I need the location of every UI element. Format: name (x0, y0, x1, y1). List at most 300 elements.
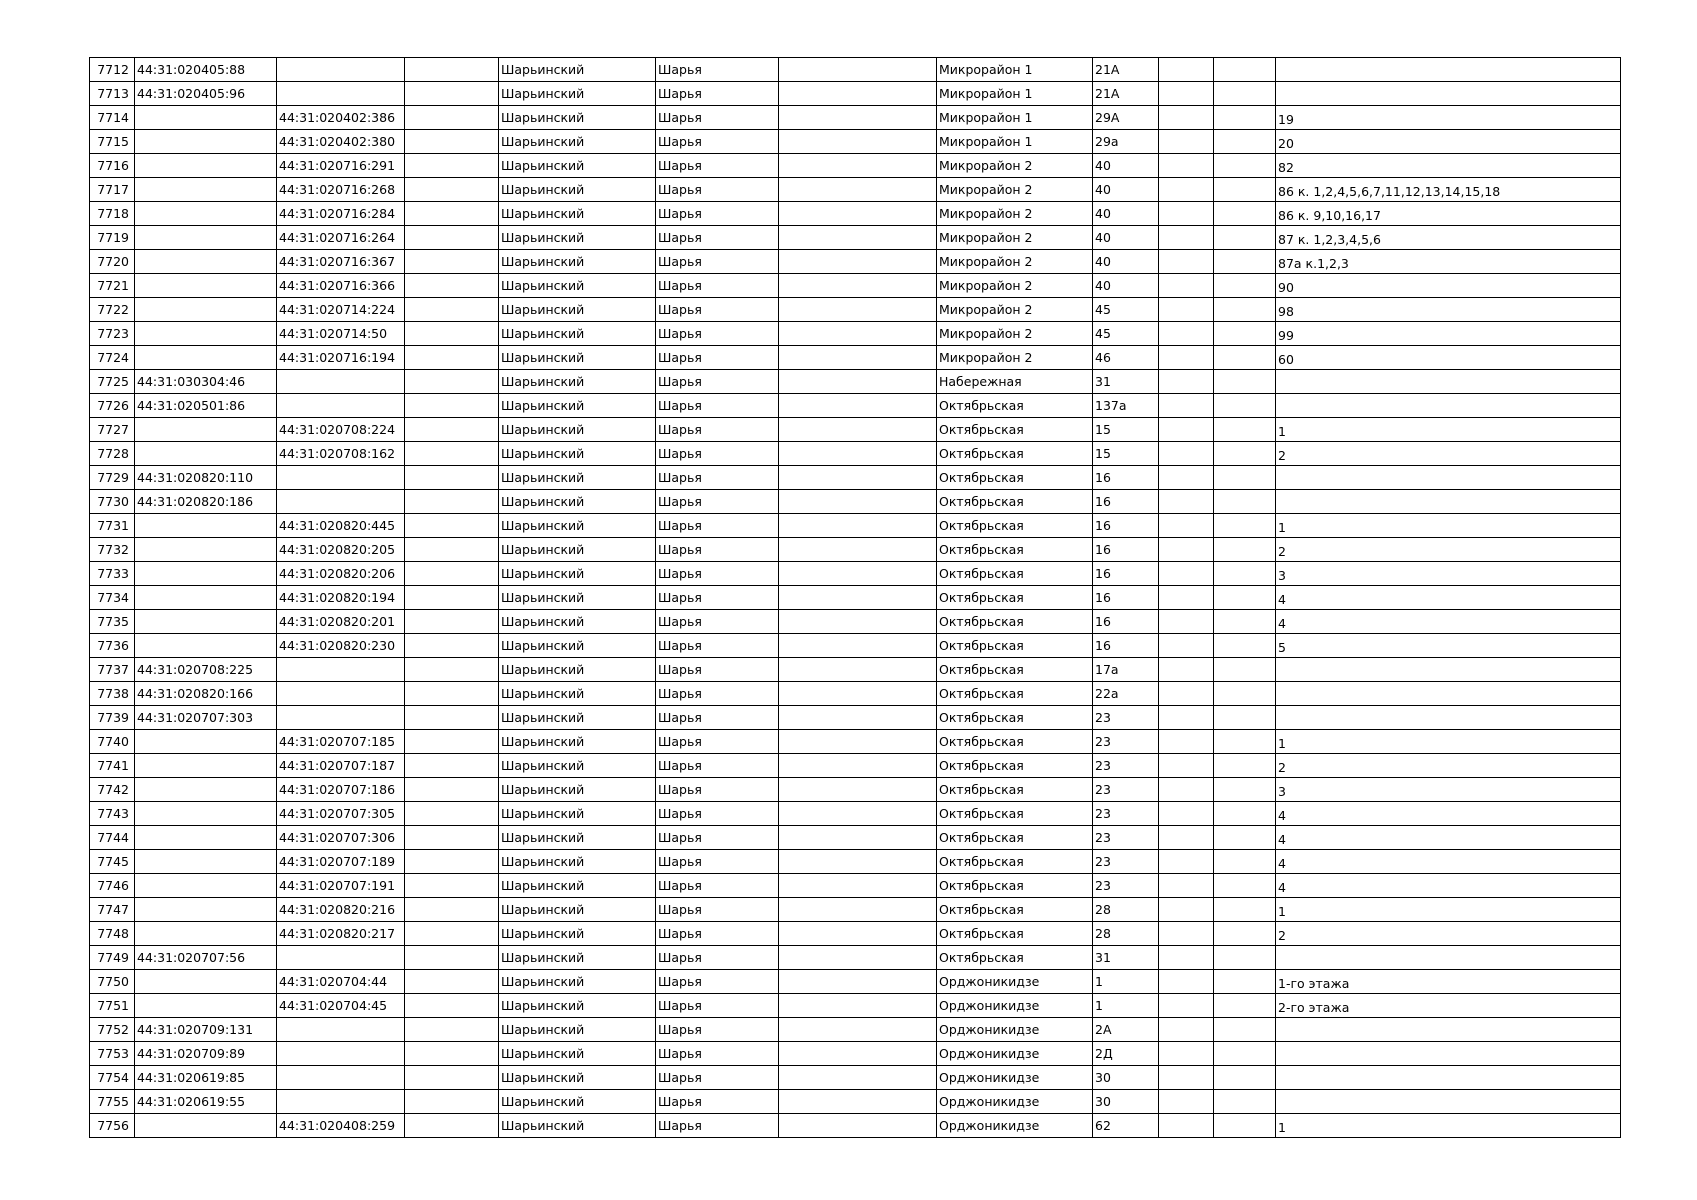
building-cadastral-cell (135, 418, 277, 442)
flat-cell: 1 (1276, 418, 1621, 442)
table-row (90, 562, 1621, 586)
house-cell: 40 (1093, 202, 1159, 226)
empty-cell (779, 706, 937, 730)
empty-cell (1159, 586, 1214, 610)
empty-cell (1214, 418, 1276, 442)
row-number-cell: 7747 (90, 898, 135, 922)
building-cadastral-cell (135, 274, 277, 298)
flat-cell (1276, 682, 1621, 706)
flat-cell: 4 (1276, 826, 1621, 850)
flat-cell (1276, 490, 1621, 514)
city-cell: Шарья (656, 1090, 779, 1114)
premise-cadastral-cell: 44:31:020707:305 (277, 802, 405, 826)
city-cell: Шарья (656, 706, 779, 730)
empty-cell (1214, 922, 1276, 946)
empty-cell (405, 1018, 499, 1042)
empty-cell (779, 442, 937, 466)
empty-cell (1159, 562, 1214, 586)
table-row (90, 274, 1621, 298)
city-cell: Шарья (656, 490, 779, 514)
street-cell: Октябрьская (937, 730, 1093, 754)
empty-cell (1214, 826, 1276, 850)
city-cell: Шарья (656, 874, 779, 898)
table-row (90, 658, 1621, 682)
city-cell: Шарья (656, 562, 779, 586)
flat-cell: 2-го этажа (1276, 994, 1621, 1018)
table-row (90, 58, 1621, 82)
street-cell: Орджоникидзе (937, 1042, 1093, 1066)
street-cell: Орджоникидзе (937, 970, 1093, 994)
street-cell: Орджоникидзе (937, 1090, 1093, 1114)
empty-cell (405, 610, 499, 634)
district-cell: Шарьинский (499, 1114, 656, 1138)
empty-cell (405, 514, 499, 538)
flat-cell: 4 (1276, 802, 1621, 826)
empty-cell (779, 970, 937, 994)
street-cell: Октябрьская (937, 682, 1093, 706)
empty-cell (1159, 130, 1214, 154)
house-cell: 62 (1093, 1114, 1159, 1138)
city-cell: Шарья (656, 178, 779, 202)
flat-cell (1276, 658, 1621, 682)
row-number-cell: 7754 (90, 1066, 135, 1090)
empty-cell (1159, 58, 1214, 82)
flat-cell: 1 (1276, 898, 1621, 922)
house-cell: 31 (1093, 946, 1159, 970)
house-cell: 30 (1093, 1090, 1159, 1114)
empty-cell (1159, 922, 1214, 946)
city-cell: Шарья (656, 298, 779, 322)
empty-cell (1214, 1090, 1276, 1114)
street-cell: Микрорайон 2 (937, 178, 1093, 202)
empty-cell (405, 58, 499, 82)
empty-cell (779, 1018, 937, 1042)
table-row (90, 178, 1621, 202)
building-cadastral-cell (135, 802, 277, 826)
flat-cell: 98 (1276, 298, 1621, 322)
table-row (90, 466, 1621, 490)
empty-cell (1159, 466, 1214, 490)
city-cell: Шарья (656, 106, 779, 130)
district-cell: Шарьинский (499, 1090, 656, 1114)
empty-cell (1159, 490, 1214, 514)
house-cell: 23 (1093, 874, 1159, 898)
table-row (90, 922, 1621, 946)
empty-cell (1214, 994, 1276, 1018)
district-cell: Шарьинский (499, 826, 656, 850)
street-cell: Октябрьская (937, 946, 1093, 970)
table-row (90, 250, 1621, 274)
empty-cell (405, 754, 499, 778)
empty-cell (1159, 346, 1214, 370)
empty-cell (779, 586, 937, 610)
row-number-cell: 7741 (90, 754, 135, 778)
empty-cell (405, 994, 499, 1018)
empty-cell (1159, 802, 1214, 826)
empty-cell (1214, 442, 1276, 466)
city-cell: Шарья (656, 850, 779, 874)
premise-cadastral-cell (277, 82, 405, 106)
empty-cell (1214, 322, 1276, 346)
premise-cadastral-cell: 44:31:020820:217 (277, 922, 405, 946)
empty-cell (1159, 202, 1214, 226)
empty-cell (779, 826, 937, 850)
street-cell: Октябрьская (937, 898, 1093, 922)
flat-cell: 4 (1276, 586, 1621, 610)
flat-cell: 4 (1276, 850, 1621, 874)
empty-cell (779, 850, 937, 874)
house-cell: 23 (1093, 826, 1159, 850)
table-row (90, 1114, 1621, 1138)
street-cell: Октябрьская (937, 634, 1093, 658)
house-cell: 2А (1093, 1018, 1159, 1042)
city-cell: Шарья (656, 826, 779, 850)
district-cell: Шарьинский (499, 658, 656, 682)
empty-cell (1214, 346, 1276, 370)
flat-cell (1276, 82, 1621, 106)
district-cell: Шарьинский (499, 154, 656, 178)
empty-cell (1214, 634, 1276, 658)
house-cell: 2Д (1093, 1042, 1159, 1066)
building-cadastral-cell (135, 874, 277, 898)
empty-cell (1159, 658, 1214, 682)
empty-cell (405, 1090, 499, 1114)
house-cell: 45 (1093, 322, 1159, 346)
table-body (90, 58, 1621, 1138)
city-cell: Шарья (656, 778, 779, 802)
flat-cell: 1 (1276, 1114, 1621, 1138)
empty-cell (1214, 514, 1276, 538)
empty-cell (779, 634, 937, 658)
empty-cell (405, 898, 499, 922)
house-cell: 40 (1093, 178, 1159, 202)
building-cadastral-cell (135, 970, 277, 994)
street-cell: Набережная (937, 370, 1093, 394)
building-cadastral-cell: 44:31:020619:85 (135, 1066, 277, 1090)
district-cell: Шарьинский (499, 874, 656, 898)
empty-cell (1159, 322, 1214, 346)
city-cell: Шарья (656, 682, 779, 706)
city-cell: Шарья (656, 802, 779, 826)
row-number-cell: 7713 (90, 82, 135, 106)
house-cell: 137а (1093, 394, 1159, 418)
table-row (90, 706, 1621, 730)
table-row (90, 298, 1621, 322)
premise-cadastral-cell: 44:31:020402:386 (277, 106, 405, 130)
row-number-cell: 7744 (90, 826, 135, 850)
empty-cell (779, 514, 937, 538)
empty-cell (405, 946, 499, 970)
street-cell: Микрорайон 2 (937, 346, 1093, 370)
district-cell: Шарьинский (499, 946, 656, 970)
empty-cell (405, 178, 499, 202)
row-number-cell: 7751 (90, 994, 135, 1018)
row-number-cell: 7726 (90, 394, 135, 418)
empty-cell (779, 130, 937, 154)
building-cadastral-cell (135, 178, 277, 202)
building-cadastral-cell (135, 730, 277, 754)
premise-cadastral-cell (277, 1042, 405, 1066)
flat-cell (1276, 394, 1621, 418)
city-cell: Шарья (656, 970, 779, 994)
row-number-cell: 7727 (90, 418, 135, 442)
premise-cadastral-cell: 44:31:020708:224 (277, 418, 405, 442)
empty-cell (779, 922, 937, 946)
flat-cell: 2 (1276, 922, 1621, 946)
empty-cell (1214, 298, 1276, 322)
table-row (90, 994, 1621, 1018)
street-cell: Октябрьская (937, 538, 1093, 562)
empty-cell (405, 322, 499, 346)
building-cadastral-cell (135, 610, 277, 634)
empty-cell (1214, 874, 1276, 898)
district-cell: Шарьинский (499, 250, 656, 274)
premise-cadastral-cell: 44:31:020716:367 (277, 250, 405, 274)
city-cell: Шарья (656, 514, 779, 538)
district-cell: Шарьинский (499, 778, 656, 802)
empty-cell (405, 778, 499, 802)
premise-cadastral-cell: 44:31:020707:306 (277, 826, 405, 850)
premise-cadastral-cell: 44:31:020707:187 (277, 754, 405, 778)
district-cell: Шарьинский (499, 466, 656, 490)
city-cell: Шарья (656, 322, 779, 346)
empty-cell (405, 394, 499, 418)
table-row (90, 802, 1621, 826)
empty-cell (1214, 106, 1276, 130)
empty-cell (1159, 826, 1214, 850)
premise-cadastral-cell (277, 658, 405, 682)
premise-cadastral-cell: 44:31:020820:206 (277, 562, 405, 586)
premise-cadastral-cell (277, 946, 405, 970)
building-cadastral-cell: 44:31:020619:55 (135, 1090, 277, 1114)
empty-cell (1214, 538, 1276, 562)
empty-cell (1159, 298, 1214, 322)
building-cadastral-cell (135, 922, 277, 946)
building-cadastral-cell (135, 154, 277, 178)
building-cadastral-cell (135, 994, 277, 1018)
table-row (90, 850, 1621, 874)
empty-cell (405, 1066, 499, 1090)
empty-cell (1214, 946, 1276, 970)
empty-cell (1214, 586, 1276, 610)
empty-cell (1159, 898, 1214, 922)
house-cell: 23 (1093, 706, 1159, 730)
empty-cell (405, 466, 499, 490)
empty-cell (1159, 1114, 1214, 1138)
empty-cell (1214, 754, 1276, 778)
row-number-cell: 7731 (90, 514, 135, 538)
row-number-cell: 7750 (90, 970, 135, 994)
row-number-cell: 7748 (90, 922, 135, 946)
district-cell: Шарьинский (499, 346, 656, 370)
flat-cell: 20 (1276, 130, 1621, 154)
street-cell: Октябрьская (937, 442, 1093, 466)
flat-cell: 86 к. 9,10,16,17 (1276, 202, 1621, 226)
row-number-cell: 7722 (90, 298, 135, 322)
empty-cell (405, 682, 499, 706)
house-cell: 16 (1093, 466, 1159, 490)
empty-cell (1214, 274, 1276, 298)
row-number-cell: 7720 (90, 250, 135, 274)
empty-cell (405, 250, 499, 274)
flat-cell: 2 (1276, 442, 1621, 466)
building-cadastral-cell (135, 898, 277, 922)
building-cadastral-cell: 44:31:020709:131 (135, 1018, 277, 1042)
district-cell: Шарьинский (499, 682, 656, 706)
premise-cadastral-cell: 44:31:020704:44 (277, 970, 405, 994)
empty-cell (1214, 202, 1276, 226)
row-number-cell: 7743 (90, 802, 135, 826)
table-row (90, 130, 1621, 154)
street-cell: Орджоникидзе (937, 1066, 1093, 1090)
city-cell: Шарья (656, 130, 779, 154)
flat-cell: 19 (1276, 106, 1621, 130)
flat-cell (1276, 706, 1621, 730)
table-row (90, 754, 1621, 778)
empty-cell (1214, 850, 1276, 874)
city-cell: Шарья (656, 202, 779, 226)
premise-cadastral-cell: 44:31:020820:205 (277, 538, 405, 562)
district-cell: Шарьинский (499, 274, 656, 298)
row-number-cell: 7718 (90, 202, 135, 226)
empty-cell (779, 1090, 937, 1114)
premise-cadastral-cell: 44:31:020716:366 (277, 274, 405, 298)
empty-cell (1159, 946, 1214, 970)
empty-cell (405, 874, 499, 898)
flat-cell: 1 (1276, 514, 1621, 538)
building-cadastral-cell (135, 106, 277, 130)
street-cell: Октябрьская (937, 514, 1093, 538)
empty-cell (1214, 370, 1276, 394)
row-number-cell: 7721 (90, 274, 135, 298)
premise-cadastral-cell: 44:31:020820:201 (277, 610, 405, 634)
building-cadastral-cell (135, 562, 277, 586)
empty-cell (405, 226, 499, 250)
house-cell: 1 (1093, 970, 1159, 994)
flat-cell (1276, 1090, 1621, 1114)
empty-cell (1214, 970, 1276, 994)
empty-cell (1214, 562, 1276, 586)
house-cell: 16 (1093, 586, 1159, 610)
empty-cell (779, 994, 937, 1018)
table-row (90, 1066, 1621, 1090)
row-number-cell: 7723 (90, 322, 135, 346)
empty-cell (405, 634, 499, 658)
house-cell: 1 (1093, 994, 1159, 1018)
premise-cadastral-cell: 44:31:020820:216 (277, 898, 405, 922)
flat-cell: 82 (1276, 154, 1621, 178)
empty-cell (1214, 466, 1276, 490)
district-cell: Шарьинский (499, 514, 656, 538)
empty-cell (779, 562, 937, 586)
row-number-cell: 7725 (90, 370, 135, 394)
city-cell: Шарья (656, 442, 779, 466)
street-cell: Орджоникидзе (937, 1114, 1093, 1138)
table-row (90, 730, 1621, 754)
empty-cell (1214, 610, 1276, 634)
district-cell: Шарьинский (499, 202, 656, 226)
row-number-cell: 7755 (90, 1090, 135, 1114)
row-number-cell: 7717 (90, 178, 135, 202)
district-cell: Шарьинский (499, 490, 656, 514)
row-number-cell: 7730 (90, 490, 135, 514)
district-cell: Шарьинский (499, 970, 656, 994)
premise-cadastral-cell (277, 490, 405, 514)
empty-cell (779, 874, 937, 898)
empty-cell (779, 322, 937, 346)
empty-cell (779, 106, 937, 130)
street-cell: Микрорайон 1 (937, 58, 1093, 82)
empty-cell (405, 826, 499, 850)
building-cadastral-cell (135, 586, 277, 610)
district-cell: Шарьинский (499, 322, 656, 346)
row-number-cell: 7733 (90, 562, 135, 586)
empty-cell (405, 538, 499, 562)
district-cell: Шарьинский (499, 634, 656, 658)
flat-cell: 60 (1276, 346, 1621, 370)
empty-cell (405, 1114, 499, 1138)
city-cell: Шарья (656, 1042, 779, 1066)
building-cadastral-cell (135, 202, 277, 226)
house-cell: 40 (1093, 250, 1159, 274)
empty-cell (1214, 898, 1276, 922)
empty-cell (1159, 274, 1214, 298)
empty-cell (405, 106, 499, 130)
empty-cell (779, 154, 937, 178)
empty-cell (1214, 1114, 1276, 1138)
table-row (90, 898, 1621, 922)
row-number-cell: 7737 (90, 658, 135, 682)
district-cell: Шарьинский (499, 994, 656, 1018)
row-number-cell: 7756 (90, 1114, 135, 1138)
empty-cell (779, 754, 937, 778)
building-cadastral-cell (135, 322, 277, 346)
empty-cell (1214, 706, 1276, 730)
flat-cell: 2 (1276, 754, 1621, 778)
row-number-cell: 7734 (90, 586, 135, 610)
district-cell: Шарьинский (499, 922, 656, 946)
table-row (90, 1042, 1621, 1066)
district-cell: Шарьинский (499, 226, 656, 250)
city-cell: Шарья (656, 1066, 779, 1090)
empty-cell (1159, 1042, 1214, 1066)
table-row (90, 514, 1621, 538)
flat-cell: 86 к. 1,2,4,5,6,7,11,12,13,14,15,18 (1276, 178, 1621, 202)
city-cell: Шарья (656, 946, 779, 970)
empty-cell (779, 802, 937, 826)
empty-cell (405, 922, 499, 946)
district-cell: Шарьинский (499, 178, 656, 202)
empty-cell (405, 850, 499, 874)
empty-cell (1159, 370, 1214, 394)
city-cell: Шарья (656, 730, 779, 754)
building-cadastral-cell: 44:31:020820:186 (135, 490, 277, 514)
premise-cadastral-cell: 44:31:020402:380 (277, 130, 405, 154)
row-number-cell: 7728 (90, 442, 135, 466)
empty-cell (1159, 82, 1214, 106)
table-row (90, 970, 1621, 994)
empty-cell (779, 490, 937, 514)
empty-cell (1159, 850, 1214, 874)
premise-cadastral-cell (277, 370, 405, 394)
city-cell: Шарья (656, 274, 779, 298)
premise-cadastral-cell (277, 466, 405, 490)
empty-cell (1214, 178, 1276, 202)
empty-cell (1159, 778, 1214, 802)
row-number-cell: 7716 (90, 154, 135, 178)
flat-cell (1276, 1042, 1621, 1066)
street-cell: Октябрьская (937, 922, 1093, 946)
